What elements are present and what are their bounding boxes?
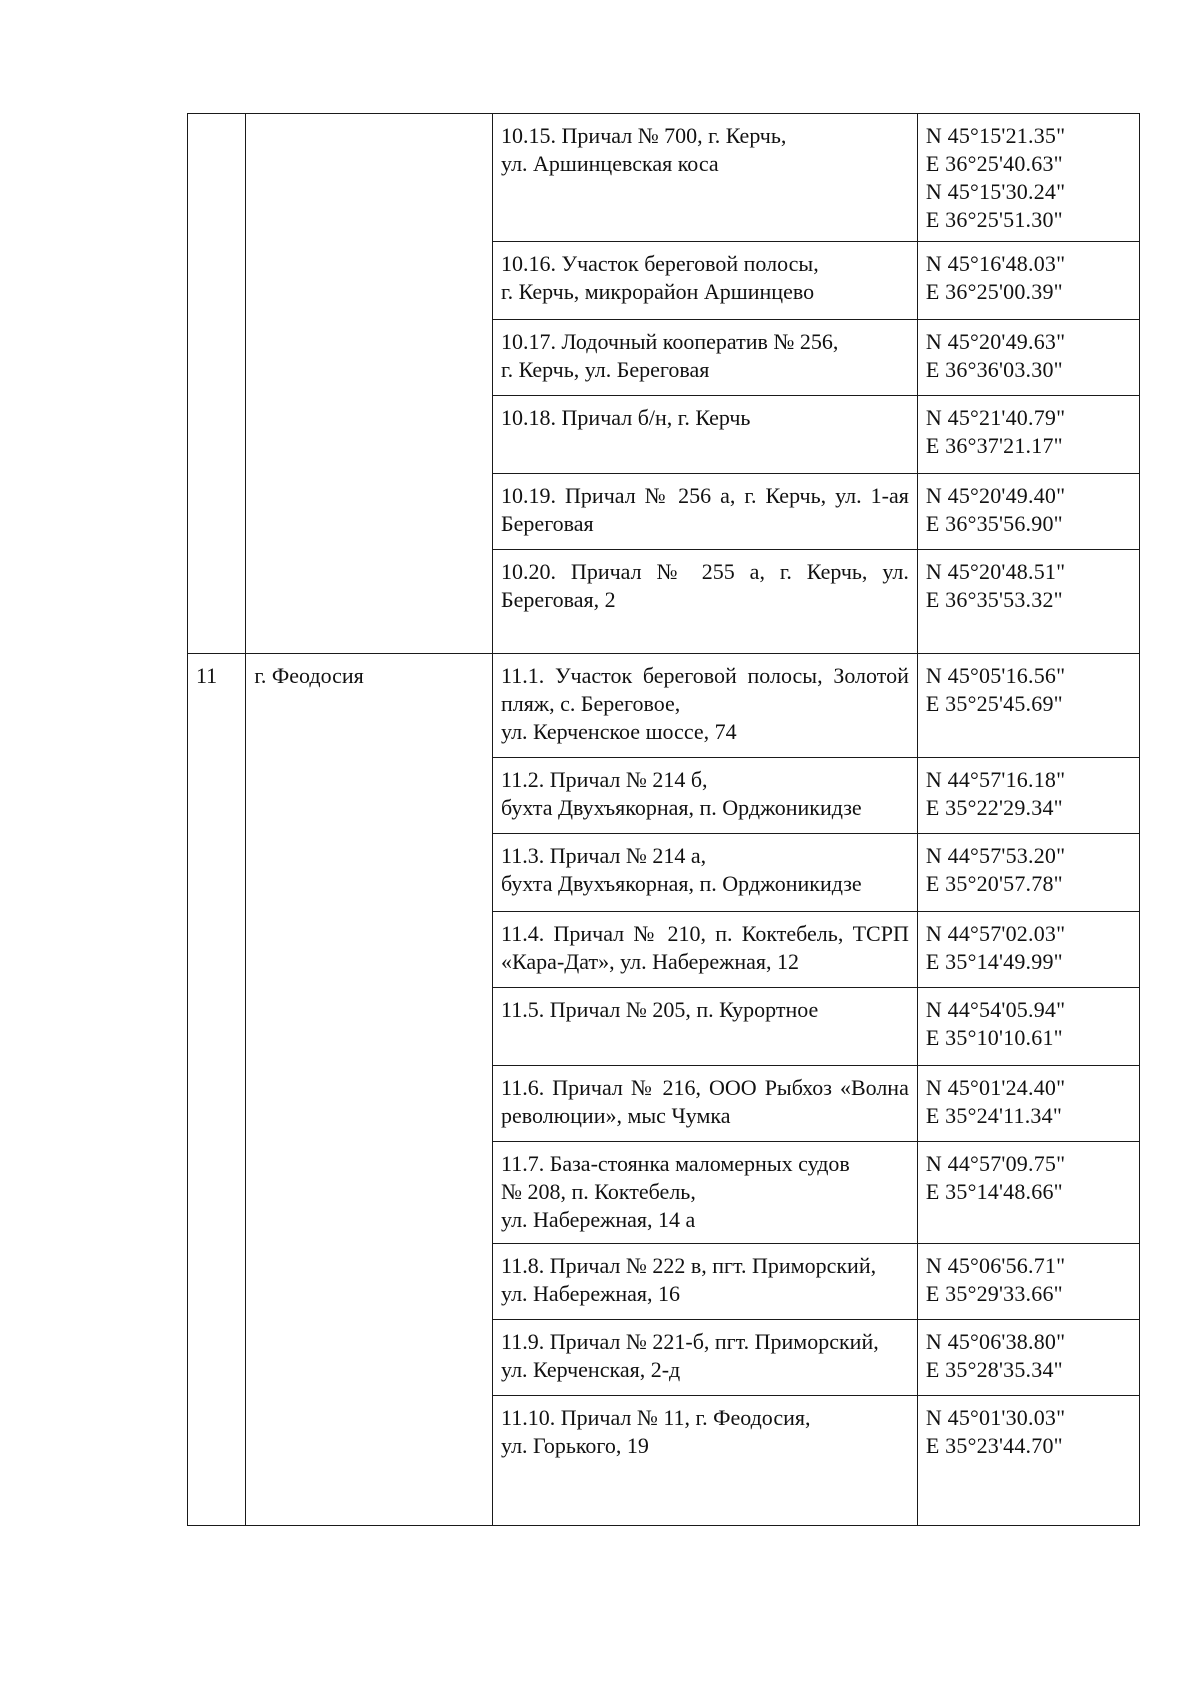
row-number-cell <box>188 242 246 320</box>
coordinates-cell: N 45°16'48.03" E 36°25'00.39" <box>917 242 1139 320</box>
location-cell: 11.1. Участок береговой полосы, Золотой пляж, с. Береговое, ул. Керченское шоссе, 74 <box>493 654 918 758</box>
city-cell <box>246 242 493 320</box>
location-cell: 10.20. Причал № 255 а, г. Керчь, ул. Береговая, 2 <box>493 550 918 654</box>
table-row <box>188 474 1140 550</box>
table-row <box>188 1396 1140 1526</box>
location-cell: 11.10. Причал № 11, г. Феодосия, ул. Горького, 19 <box>493 1396 918 1526</box>
city-cell <box>246 396 493 474</box>
table-row <box>188 654 1140 758</box>
row-number-cell: 11 <box>188 654 246 758</box>
location-cell: 10.15. Причал № 700, г. Керчь, ул. Аршинцевская коса <box>493 114 918 242</box>
city-cell <box>246 550 493 654</box>
row-number-cell <box>188 758 246 834</box>
coordinates-cell: N 45°21'40.79" E 36°37'21.17" <box>917 396 1139 474</box>
location-cell: 11.2. Причал № 214 б, бухта Двухъякорная, п. Орджоникидзе <box>493 758 918 834</box>
row-number-cell <box>188 1396 246 1526</box>
row-number-cell <box>188 114 246 242</box>
coordinates-cell: N 45°01'30.03" E 35°23'44.70" <box>917 1396 1139 1526</box>
table-row <box>188 242 1140 320</box>
row-number-cell <box>188 1066 246 1142</box>
coordinates-cell: N 45°20'49.40" E 36°35'56.90" <box>917 474 1139 550</box>
location-cell: 10.16. Участок береговой полосы, г. Керчь, микрорайон Аршинцево <box>493 242 918 320</box>
table-row <box>188 1142 1140 1244</box>
row-number-cell <box>188 550 246 654</box>
city-cell <box>246 1396 493 1526</box>
city-cell <box>246 114 493 242</box>
location-cell: 10.18. Причал б/н, г. Керчь <box>493 396 918 474</box>
row-number-cell <box>188 1320 246 1396</box>
coordinates-cell: N 44°57'09.75" E 35°14'48.66" <box>917 1142 1139 1244</box>
coordinates-cell: N 45°20'49.63" E 36°36'03.30" <box>917 320 1139 396</box>
city-cell <box>246 1142 493 1244</box>
table-row <box>188 320 1140 396</box>
location-cell: 11.7. База-стоянка маломерных судов № 208, п. Коктебель, ул. Набережная, 14 а <box>493 1142 918 1244</box>
location-cell: 10.17. Лодочный кооператив № 256, г. Керчь, ул. Береговая <box>493 320 918 396</box>
location-cell: 10.19. Причал № 256 а, г. Керчь, ул. 1-ая Береговая <box>493 474 918 550</box>
coordinates-cell: N 45°05'16.56" E 35°25'45.69" <box>917 654 1139 758</box>
table-row <box>188 1066 1140 1142</box>
table-row <box>188 988 1140 1066</box>
coordinates-cell: N 44°54'05.94" E 35°10'10.61" <box>917 988 1139 1066</box>
row-number-cell <box>188 988 246 1066</box>
row-number-cell <box>188 1142 246 1244</box>
table-row <box>188 396 1140 474</box>
table-row <box>188 114 1140 242</box>
coordinates-cell: N 44°57'53.20" E 35°20'57.78" <box>917 834 1139 912</box>
city-cell <box>246 320 493 396</box>
location-cell: 11.8. Причал № 222 в, пгт. Приморский, ул. Набережная, 16 <box>493 1244 918 1320</box>
location-cell: 11.6. Причал № 216, ООО Рыбхоз «Волна революции», мыс Чумка <box>493 1066 918 1142</box>
city-cell <box>246 1320 493 1396</box>
location-cell: 11.4. Причал № 210, п. Коктебель, ТСРП «Кара-Дат», ул. Набережная, 12 <box>493 912 918 988</box>
table-row <box>188 1244 1140 1320</box>
city-cell <box>246 912 493 988</box>
coordinates-cell: N 45°06'38.80" E 35°28'35.34" <box>917 1320 1139 1396</box>
row-number-cell <box>188 912 246 988</box>
row-number-cell <box>188 1244 246 1320</box>
coordinates-cell: N 45°15'21.35" E 36°25'40.63" N 45°15'30.24" E 36°25'51.30" <box>917 114 1139 242</box>
table-row <box>188 834 1140 912</box>
row-number-cell <box>188 834 246 912</box>
coordinates-cell: N 45°01'24.40" E 35°24'11.34" <box>917 1066 1139 1142</box>
row-number-cell <box>188 474 246 550</box>
location-cell: 11.5. Причал № 205, п. Курортное <box>493 988 918 1066</box>
row-number-cell <box>188 396 246 474</box>
table-row <box>188 1320 1140 1396</box>
table-row <box>188 758 1140 834</box>
row-number-cell <box>188 320 246 396</box>
city-cell <box>246 474 493 550</box>
city-cell <box>246 834 493 912</box>
coordinates-cell: N 45°06'56.71" E 35°29'33.66" <box>917 1244 1139 1320</box>
locations-table <box>187 113 1140 1526</box>
city-cell <box>246 758 493 834</box>
coordinates-cell: N 45°20'48.51" E 36°35'53.32" <box>917 550 1139 654</box>
table-row <box>188 912 1140 988</box>
city-cell <box>246 1066 493 1142</box>
city-cell <box>246 1244 493 1320</box>
location-cell: 11.3. Причал № 214 а, бухта Двухъякорная, п. Орджоникидзе <box>493 834 918 912</box>
city-cell: г. Феодосия <box>246 654 493 758</box>
city-cell <box>246 988 493 1066</box>
coordinates-cell: N 44°57'02.03" E 35°14'49.99" <box>917 912 1139 988</box>
coordinates-cell: N 44°57'16.18" E 35°22'29.34" <box>917 758 1139 834</box>
table-row <box>188 550 1140 654</box>
location-cell: 11.9. Причал № 221-б, пгт. Приморский, ул. Керченская, 2-д <box>493 1320 918 1396</box>
